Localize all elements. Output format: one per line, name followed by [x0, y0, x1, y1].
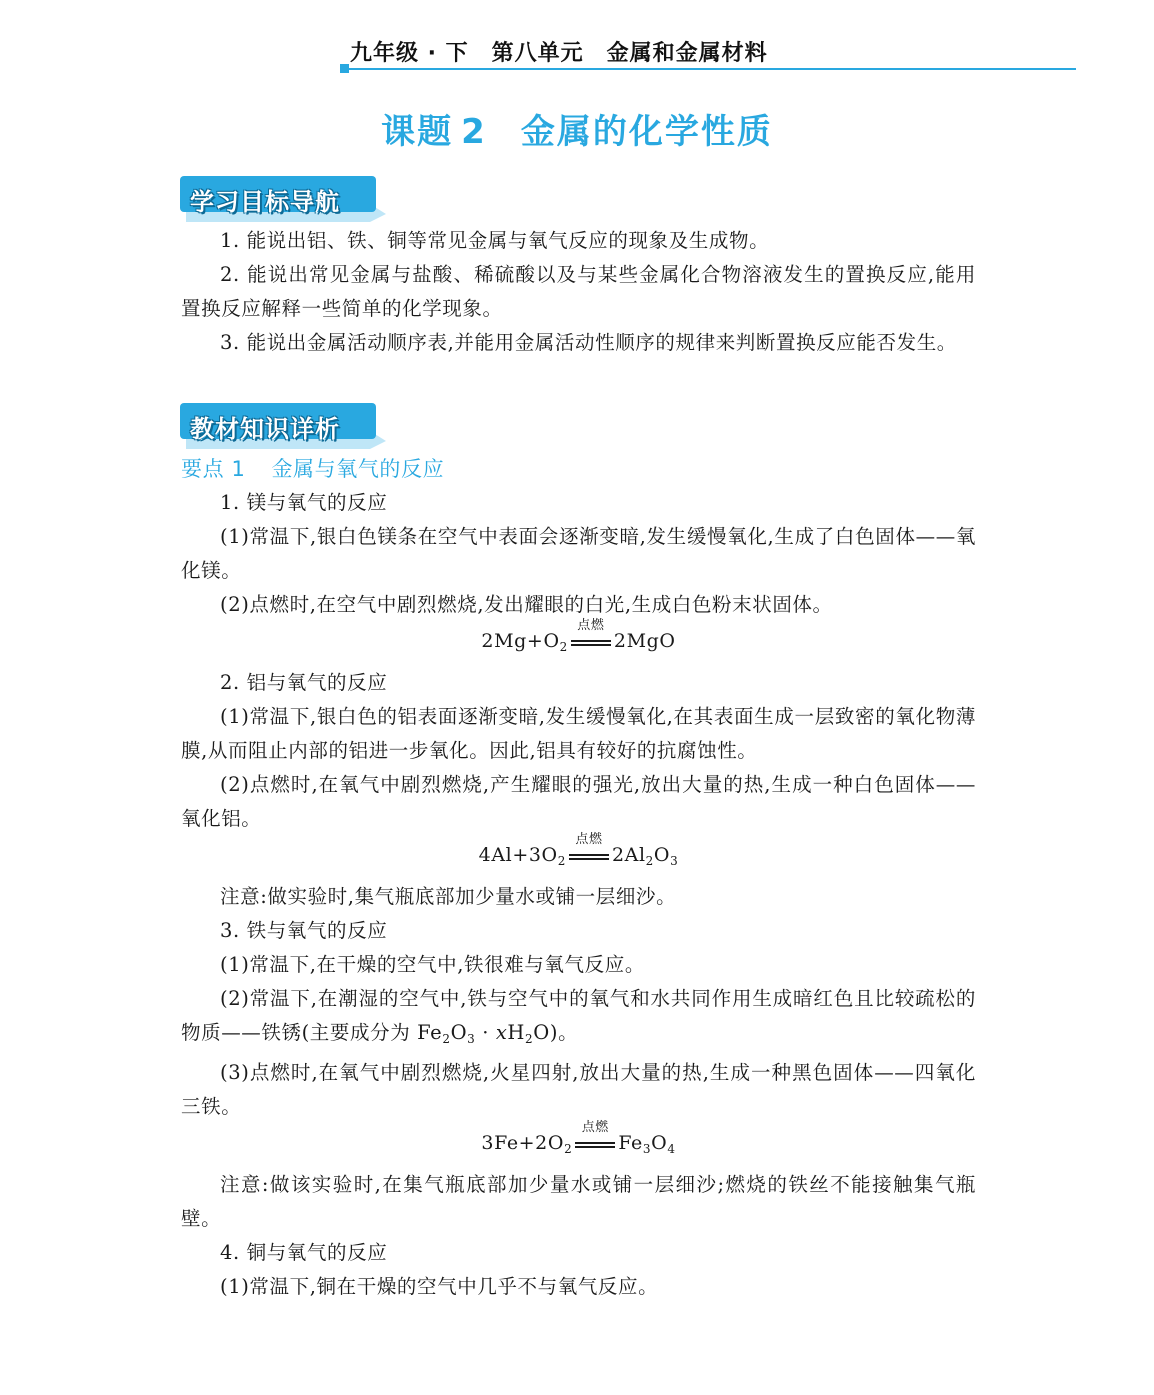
goal-item: 2. 能说出常见金属与盐酸、稀硫酸以及与某些金属化合物溶液发生的置换反应,能用置换反应解释一些简单的化学现象。 — [181, 263, 976, 320]
mg-paragraph-1: (1)常温下,银白色镁条在空气中表面会逐渐变暗,发生缓慢氧化,生成了白色固体——氧化镁。 — [181, 525, 976, 582]
fe-equation: $3Fe+2O_2$ 点燃 $Fe_3O_4$ — [481, 1120, 676, 1156]
al-equation: $4Al+3O_2$ 点燃 $2Al_2O_3$ — [478, 832, 679, 868]
goals-banner-text: 学习目标导航 — [190, 188, 340, 216]
knowledge-banner — [180, 403, 390, 449]
header-rule — [340, 68, 1076, 70]
section-label: 要点 1 — [181, 457, 246, 481]
main-content — [181, 452, 976, 1304]
fe-heading: 3. 铁与氧气的反应 — [220, 919, 388, 942]
al-note: 注意:做实验时,集气瓶底部加少量水或铺一层细沙。 — [220, 885, 677, 908]
fe-paragraph-2: (2)常温下,在潮湿的空气中,铁与空气中的氧气和水共同作用生成暗红色且比较疏松的物质——铁锈(主要成分为 $Fe_2O_3 \cdot xH_2O$)。 — [181, 987, 976, 1046]
knowledge-banner-text: 教材知识详析 — [190, 415, 340, 443]
section-heading — [181, 452, 976, 486]
fe-paragraph-3: (3)点燃时,在氧气中剧烈燃烧,火星四射,放出大量的热,生成一种黑色固体——四氧化三铁。 — [181, 1061, 976, 1118]
lesson-title — [0, 104, 1154, 153]
running-header — [340, 36, 1076, 70]
cu-heading: 4. 铜与氧气的反应 — [220, 1241, 388, 1264]
goals-list — [181, 224, 976, 360]
al-paragraph-1: (1)常温下,银白色的铝表面逐渐变暗,发生缓慢氧化,在其表面生成一层致密的氧化物薄膜,从而阻止内部的铝进一步氧化。因此,铝具有较好的抗腐蚀性。 — [181, 705, 976, 762]
goal-item: 1. 能说出铝、铁、铜等常见金属与氧气反应的现象及生成物。 — [220, 229, 770, 252]
reaction-arrow: 点燃 — [573, 1135, 617, 1153]
section-title: 金属与氧气的反应 — [271, 457, 445, 481]
fe-note: 注意:做该实验时,在集气瓶底部加少量水或铺一层细沙;燃烧的铁丝不能接触集气瓶壁。 — [181, 1173, 976, 1230]
mg-heading: 1. 镁与氧气的反应 — [220, 491, 388, 514]
goal-item: 3. 能说出金属活动顺序表,并能用金属活动性顺序的规律来判断置换反应能否发生。 — [220, 331, 957, 354]
goals-banner — [180, 176, 390, 222]
mg-equation: $2Mg+O_2$ 点燃 2MgO — [481, 618, 676, 654]
fe-paragraph-1: (1)常温下,在干燥的空气中,铁很难与氧气反应。 — [220, 953, 645, 976]
cu-paragraph-1: (1)常温下,铜在干燥的空气中几乎不与氧气反应。 — [220, 1275, 659, 1298]
al-heading: 2. 铝与氧气的反应 — [220, 671, 388, 694]
lesson-prefix: 课题 — [381, 112, 454, 152]
lesson-number: 2 — [461, 112, 487, 152]
header-marker — [340, 64, 349, 73]
mg-paragraph-2: (2)点燃时,在空气中剧烈燃烧,发出耀眼的白光,生成白色粉末状固体。 — [220, 593, 833, 616]
lesson-title-text: 金属的化学性质 — [520, 112, 773, 152]
reaction-arrow: 点燃 — [567, 847, 611, 865]
header-text: 九年级 · 下 第八单元 金属和金属材料 — [350, 41, 768, 66]
al-paragraph-2: (2)点燃时,在氧气中剧烈燃烧,产生耀眼的强光,放出大量的热,生成一种白色固体——氧化铝。 — [181, 773, 976, 830]
reaction-arrow: 点燃 — [569, 633, 613, 651]
